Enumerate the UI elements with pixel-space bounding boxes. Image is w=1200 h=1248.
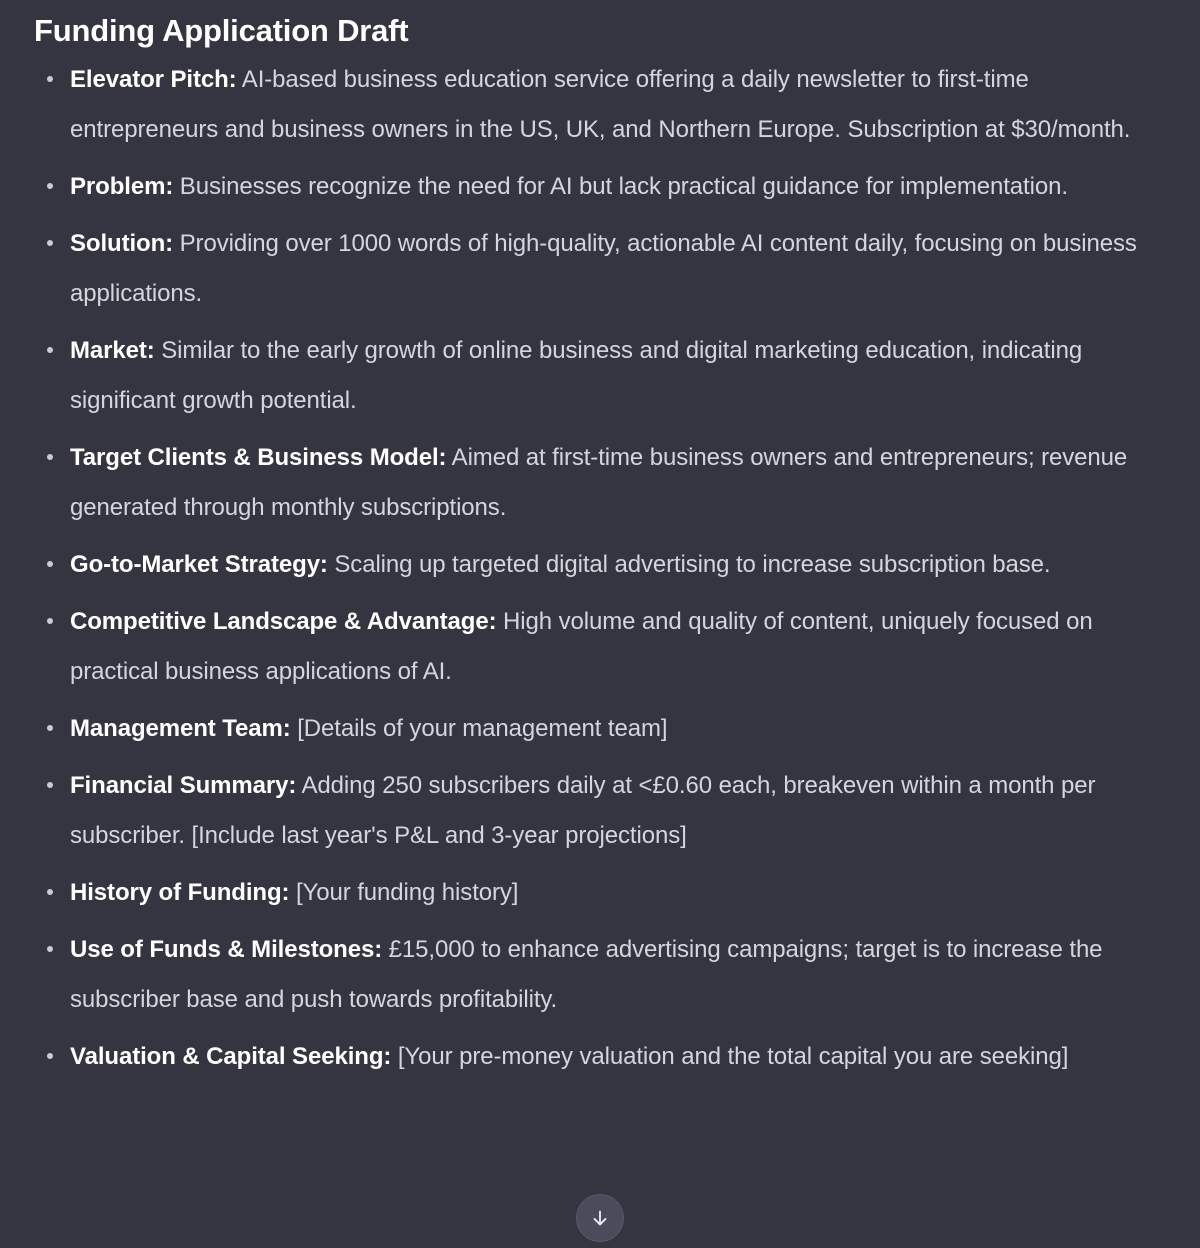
list-item: [26, 868, 1140, 918]
list-item-lead: Go-to-Market Strategy:: [70, 551, 328, 579]
list-item-body: Aimed at first-time business owners and entrepreneurs; revenue generated through monthly subscriptions.: [70, 444, 1128, 522]
list-item-body: Adding 250 subscribers daily at <£0.60 each, breakeven within a month per subscriber. [Include last year's P&L and 3-year projections]: [70, 772, 1096, 850]
list-item-lead: Solution:: [70, 230, 174, 258]
list-item-body: [Details of your management team]: [290, 715, 668, 743]
list-item: [26, 326, 1140, 426]
list-item: [26, 55, 1140, 155]
list-item-body: £15,000 to enhance advertising campaigns; target is to increase the subscriber base and push towards profitability.: [70, 936, 1103, 1014]
list-item: [26, 540, 1140, 590]
list-item-lead: Use of Funds & Milestones:: [70, 936, 383, 964]
list-item-lead: Target Clients & Business Model:: [70, 444, 447, 472]
list-item: [26, 162, 1140, 212]
list-item-lead: Competitive Landscape & Advantage:: [70, 608, 497, 636]
list-item-body: Scaling up targeted digital advertising to increase subscription base.: [327, 551, 1051, 579]
list-item: [26, 1032, 1140, 1082]
arrow-down-icon: [589, 1207, 611, 1229]
list-item-body: High volume and quality of content, uniquely focused on practical business applications of AI.: [70, 608, 1093, 686]
list-item-lead: Elevator Pitch:: [70, 66, 237, 94]
list-item-lead: Valuation & Capital Seeking:: [70, 1043, 392, 1071]
list-item-lead: History of Funding:: [70, 879, 290, 907]
list-item-body: [Your funding history]: [289, 879, 519, 907]
list-item: [26, 219, 1140, 319]
list-item: [26, 925, 1140, 1025]
list-item-lead: Market:: [70, 337, 155, 365]
list-item-lead: Management Team:: [70, 715, 291, 743]
list-item: [26, 433, 1140, 533]
list-item: [26, 704, 1140, 754]
list-item: [26, 597, 1140, 697]
scroll-to-bottom-button[interactable]: [576, 1194, 624, 1242]
page-title: Funding Application Draft: [34, 13, 409, 48]
list-item-body: [Your pre-money valuation and the total capital you are seeking]: [391, 1043, 1069, 1071]
list-item-lead: Problem:: [70, 173, 174, 201]
funding-application-list: [26, 55, 1140, 1082]
list-item-body: Providing over 1000 words of high-quality, actionable AI content daily, focusing on business applications.: [70, 230, 1137, 308]
list-item-body: Businesses recognize the need for AI but lack practical guidance for implementation.: [173, 173, 1068, 201]
list-item-lead: Financial Summary:: [70, 772, 297, 800]
list-item-body: Similar to the early growth of online business and digital marketing education, indicating significant growth potential.: [70, 337, 1083, 415]
list-item: [26, 761, 1140, 861]
list-item-body: AI-based business education service offering a daily newsletter to first-time entrepreneurs and business owners in the US, UK, and Northern Europe. Subscription at $30/month.: [70, 66, 1131, 144]
